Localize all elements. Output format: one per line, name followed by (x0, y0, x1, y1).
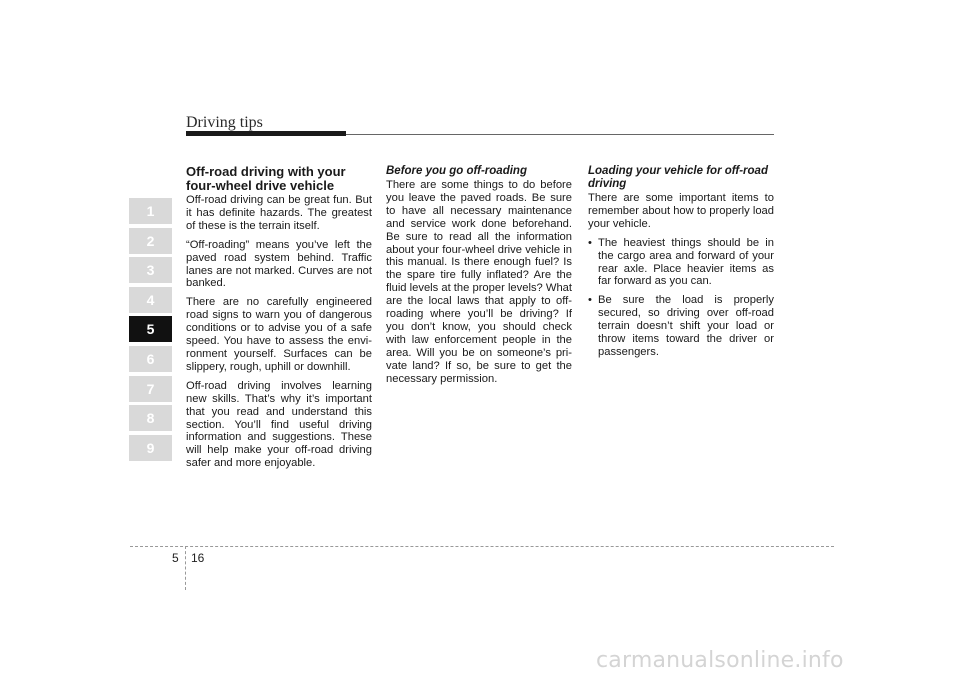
column-loading-vehicle (588, 165, 774, 365)
chapter-tabs (129, 198, 172, 464)
heading-offroad-driving: Off-road driving with your four-wheel drive vehicle (186, 164, 346, 193)
footer-page-number: 16 (191, 551, 205, 565)
chapter-tab-5[interactable]: 5 (129, 316, 172, 342)
column-offroad-intro (186, 165, 372, 476)
footer-rule (130, 546, 834, 547)
chapter-tab-6[interactable]: 6 (129, 346, 172, 372)
header-rule-accent (186, 131, 346, 136)
chapter-tab-9[interactable]: 9 (129, 435, 172, 461)
column-before-offroading (386, 165, 572, 392)
chapter-tab-7[interactable]: 7 (129, 376, 172, 402)
heading-loading-vehicle: Loading your vehicle for off-road driving (588, 165, 768, 190)
watermark: carmanualsonline.info (596, 648, 844, 673)
section-title: Driving tips (186, 114, 263, 131)
heading-before-offroading: Before you go off-roading (386, 165, 527, 177)
paragraph: There are no carefully engineered road signs to warn you of dangerous conditions or to advise you of a safe speed. You have to assess the envi-ronment yourself. Surfaces can be slippery, rough, uphill or downhill. (186, 296, 372, 373)
paragraph: “Off-roading” means you’ve left the paved road system behind. Traffic lanes are not marked. Curves are not banked. (186, 238, 372, 290)
paragraph: There are some things to do before you leave the paved roads. Be sure to have all necessary maintenance and service work done beforehand. Be sure to read all the information about your four-wheel drive vehicle in this manual. Is there enough fuel? Is the spare tire fully inflated? Are the fluid levels at the proper levels? What are the local laws that apply to off-roading where you’ll be driving? If you don’t know, you should check with law enforcement people in the area. Will you be on someone’s pri-vate land? If so, be sure to get the necessary permission. (386, 179, 572, 385)
chapter-tab-3[interactable]: 3 (129, 257, 172, 283)
paragraph: Off-road driving can be great fun. But it has definite hazards. The greatest of these is the terrain itself. (186, 194, 372, 232)
footer-divider (185, 546, 186, 590)
bullet-item: • The heaviest things should be in the cargo area and forward of your rear axle. Place heavier items as far forward as you can. (588, 237, 774, 289)
bullet-list (588, 237, 774, 359)
chapter-tab-1[interactable]: 1 (129, 198, 172, 224)
paragraph: There are some important items to remember about how to properly load your vehicle. (588, 192, 774, 230)
chapter-tab-8[interactable]: 8 (129, 405, 172, 431)
chapter-tab-4[interactable]: 4 (129, 287, 172, 313)
bullet-item: • Be sure the load is properly secured, so driving over off-road terrain doesn’t shift your load or throw items toward the driver or passengers. (588, 294, 774, 359)
paragraph: Off-road driving involves learning new skills. That’s why it’s important that you read and understand this section. You’ll find useful driving information and suggestions. These will help make your off-road driving safer and more enjoyable. (186, 379, 372, 470)
footer-chapter-number: 5 (172, 551, 179, 565)
chapter-tab-2[interactable]: 2 (129, 228, 172, 254)
